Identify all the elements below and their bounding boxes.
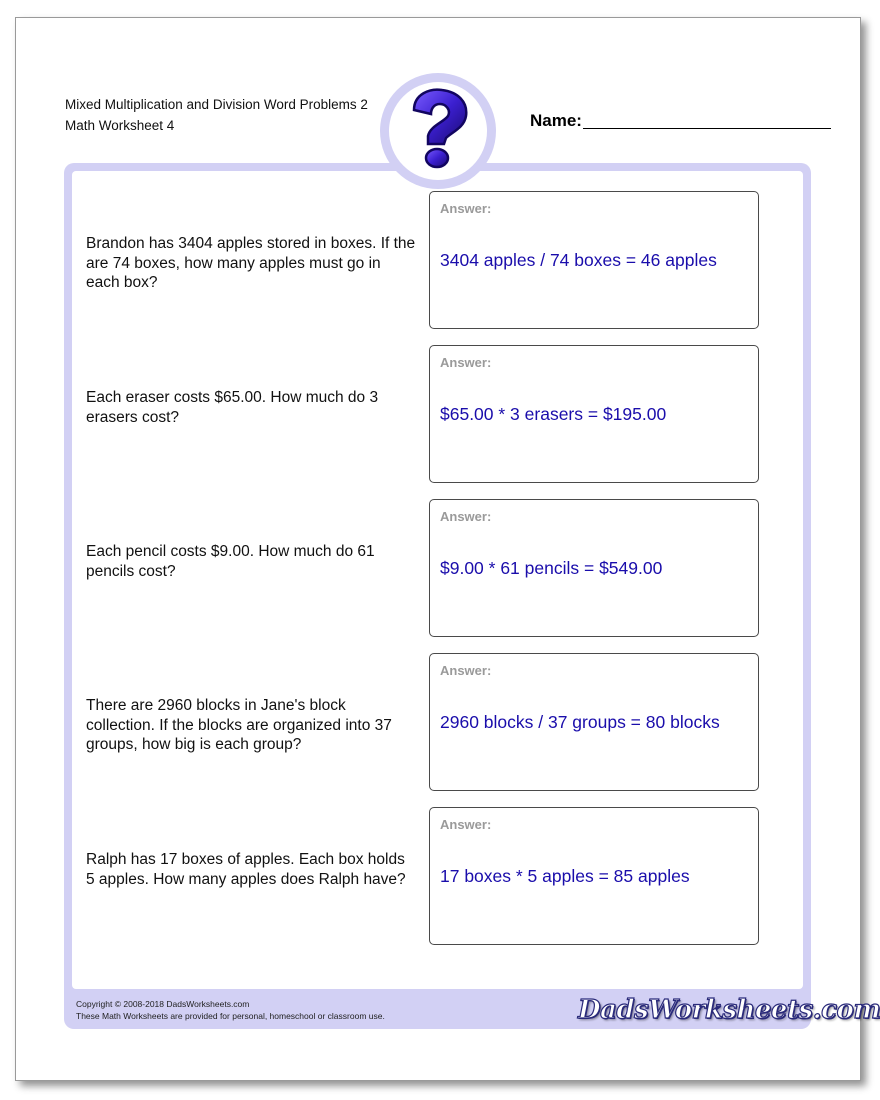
answer-label: Answer: (440, 663, 492, 678)
answer-text: 17 boxes * 5 apples = 85 apples (440, 866, 690, 886)
answer-text: 2960 blocks / 37 groups = 80 blocks (440, 712, 720, 732)
answer-box-4[interactable] (429, 653, 759, 791)
brand-logo[interactable]: DadsWorksheets.com (578, 995, 880, 1025)
question-mark-icon (400, 86, 476, 172)
answer-box-1[interactable] (429, 191, 759, 329)
answer-text: 3404 apples / 74 boxes = 46 apples (440, 250, 717, 270)
answer-label: Answer: (440, 509, 492, 524)
question-4: There are 2960 blocks in Jane's block collection. If the blocks are organized into 37 groups, how big is each group? (86, 697, 392, 753)
answer-text: $65.00 * 3 erasers = $195.00 (440, 404, 667, 424)
name-field-line (583, 128, 831, 129)
answer-text: $9.00 * 61 pencils = $549.00 (440, 558, 663, 578)
worksheet-subtitle: Math Worksheet 4 (65, 118, 175, 133)
question-3: Each pencil costs $9.00. How much do 61 pencils cost? (86, 543, 375, 580)
answer-label: Answer: (440, 817, 492, 832)
name-label: Name: (530, 111, 582, 130)
answer-box-5[interactable] (429, 807, 759, 945)
question-1: Brandon has 3404 apples stored in boxes. If the are 74 boxes, how many apples must go in each box? (86, 235, 416, 291)
question-2: Each eraser costs $65.00. How much do 3 erasers cost? (86, 389, 379, 426)
usage-notice: These Math Worksheets are provided for personal, homeschool or classroom use. (76, 1011, 385, 1021)
copyright-text: Copyright © 2008-2018 DadsWorksheets.com (76, 999, 250, 1009)
answer-label: Answer: (440, 201, 492, 216)
footer-text (76, 998, 385, 1022)
question-5: Ralph has 17 boxes of apples. Each box holds 5 apples. How many apples does Ralph have? (86, 851, 406, 888)
answer-label: Answer: (440, 355, 492, 370)
answer-box-3[interactable] (429, 499, 759, 637)
answer-box-2[interactable] (429, 345, 759, 483)
worksheet-title: Mixed Multiplication and Division Word Problems 2 (65, 97, 368, 112)
